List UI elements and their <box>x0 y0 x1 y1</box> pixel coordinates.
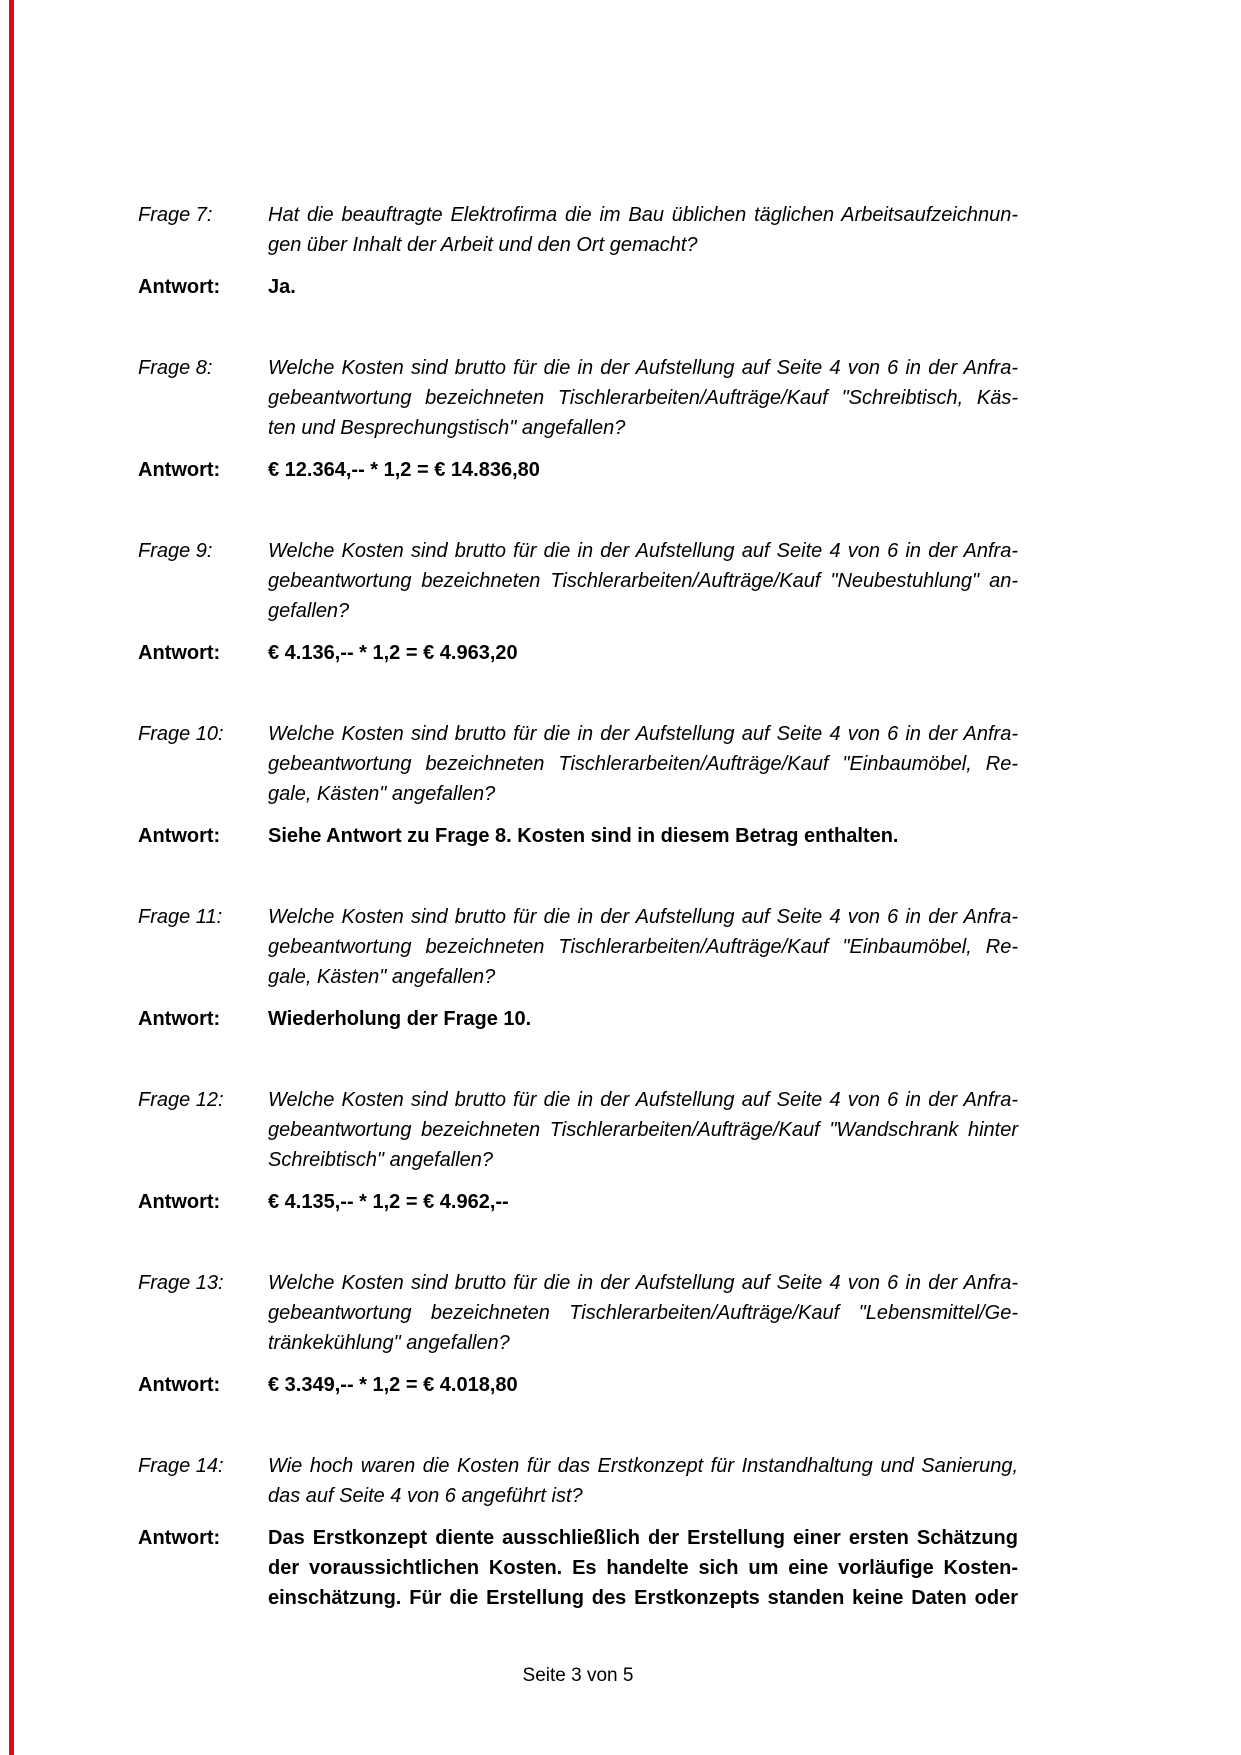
text-line: einschätzung. Für die Erstellung des Erstkonzepts standen keine Daten oder <box>268 1587 1018 1609</box>
text-line: gebeantwortung bezeichneten Tischlerarbeiten/Aufträge/Kauf "Neubestuhlung" an- <box>268 570 1018 592</box>
answer-text <box>268 1004 1018 1034</box>
answer-label: Antwort: <box>138 1374 221 1396</box>
answer-label: Antwort: <box>138 1191 221 1213</box>
qa-block <box>138 536 1241 668</box>
question-label: Frage 14: <box>138 1455 224 1477</box>
answer-text <box>268 1523 1018 1613</box>
question-label: Frage 12: <box>138 1089 224 1111</box>
text-line: gebeantwortung bezeichneten Tischlerarbeiten/Aufträge/Kauf "Wandschrank hinter <box>268 1119 1018 1141</box>
answer-row <box>138 1187 1241 1217</box>
answer-text <box>268 1187 1018 1217</box>
answer-label: Antwort: <box>138 825 221 847</box>
question-text <box>268 1451 1018 1511</box>
text-line: der voraussichtlichen Kosten. Es handelte sich um eine vorläufige Kosten- <box>268 1557 1018 1579</box>
answer-row <box>138 1004 1241 1034</box>
question-label: Frage 10: <box>138 723 224 745</box>
question-row <box>138 902 1241 992</box>
text-line: Schreibtisch" angefallen? <box>268 1149 494 1171</box>
question-text <box>268 536 1018 626</box>
answer-text <box>268 272 1018 302</box>
text-line: Wiederholung der Frage 10. <box>268 1008 532 1030</box>
answer-text <box>268 821 1018 851</box>
qa-block <box>138 1085 1241 1217</box>
qa-block <box>138 902 1241 1034</box>
qa-block <box>138 1451 1241 1613</box>
text-line: gen über Inhalt der Arbeit und den Ort gemacht? <box>268 234 698 256</box>
text-line: gebeantwortung bezeichneten Tischlerarbeiten/Aufträge/Kauf "Schreibtisch, Käs- <box>268 387 1018 409</box>
page-footer-wrap <box>0 1664 1241 1688</box>
question-row <box>138 200 1241 260</box>
answer-row <box>138 638 1241 668</box>
text-line: € 3.349,-- * 1,2 = € 4.018,80 <box>268 1374 518 1396</box>
answer-text <box>268 455 1018 485</box>
text-line: gale, Kästen" angefallen? <box>268 783 496 805</box>
text-line: Welche Kosten sind brutto für die in der Aufstellung auf Seite 4 von 6 in der Anfra- <box>268 906 1018 928</box>
answer-label: Antwort: <box>138 642 221 664</box>
question-text <box>268 1085 1018 1175</box>
question-row <box>138 1268 1241 1358</box>
text-line: Welche Kosten sind brutto für die in der Aufstellung auf Seite 4 von 6 in der Anfra- <box>268 1272 1018 1294</box>
qa-block <box>138 200 1241 302</box>
text-line: Welche Kosten sind brutto für die in der Aufstellung auf Seite 4 von 6 in der Anfra- <box>268 540 1018 562</box>
question-text <box>268 719 1018 809</box>
question-row <box>138 1451 1241 1511</box>
question-text <box>268 200 1018 260</box>
answer-label: Antwort: <box>138 459 221 481</box>
text-line: tränkekühlung" angefallen? <box>268 1332 510 1354</box>
answer-label: Antwort: <box>138 1527 221 1549</box>
text-line: Welche Kosten sind brutto für die in der Aufstellung auf Seite 4 von 6 in der Anfra- <box>268 723 1018 745</box>
text-line: gefallen? <box>268 600 350 622</box>
question-row <box>138 719 1241 809</box>
question-text <box>268 902 1018 992</box>
answer-text <box>268 1370 1018 1400</box>
question-row <box>138 1085 1241 1175</box>
question-label: Frage 9: <box>138 540 213 562</box>
question-text <box>268 353 1018 443</box>
text-line: Welche Kosten sind brutto für die in der Aufstellung auf Seite 4 von 6 in der Anfra- <box>268 357 1018 379</box>
text-line: Ja. <box>268 276 296 298</box>
text-line: gebeantwortung bezeichneten Tischlerarbeiten/Aufträge/Kauf "Einbaumöbel, Re- <box>268 753 1018 775</box>
question-label: Frage 8: <box>138 357 213 379</box>
text-line: Das Erstkonzept diente ausschließlich der Erstellung einer ersten Schätzung <box>268 1527 1018 1549</box>
text-line: gebeantwortung bezeichneten Tischlerarbeiten/Aufträge/Kauf "Einbaumöbel, Re- <box>268 936 1018 958</box>
text-line: Hat die beauftragte Elektrofirma die im Bau üblichen täglichen Arbeitsaufzeichnun- <box>268 204 1018 226</box>
question-label: Frage 11: <box>138 906 223 928</box>
text-line: gebeantwortung bezeichneten Tischlerarbeiten/Aufträge/Kauf "Lebensmittel/Ge- <box>268 1302 1018 1324</box>
question-row <box>138 536 1241 626</box>
question-text <box>268 1268 1018 1358</box>
question-label: Frage 7: <box>138 204 213 226</box>
text-line: ten und Besprechungstisch" angefallen? <box>268 417 626 439</box>
question-label: Frage 13: <box>138 1272 224 1294</box>
text-line: € 4.135,-- * 1,2 = € 4.962,-- <box>268 1191 509 1213</box>
answer-row <box>138 455 1241 485</box>
answer-row <box>138 1370 1241 1400</box>
left-margin-rule <box>9 0 14 1755</box>
question-row <box>138 353 1241 443</box>
qa-block <box>138 1268 1241 1400</box>
answer-label: Antwort: <box>138 276 221 298</box>
answer-label: Antwort: <box>138 1008 221 1030</box>
text-line: Wie hoch waren die Kosten für das Erstkonzept für Instandhaltung und Sanierung, <box>268 1455 1018 1477</box>
text-line: das auf Seite 4 von 6 angeführt ist? <box>268 1485 583 1507</box>
answer-text <box>268 638 1018 668</box>
text-line: Siehe Antwort zu Frage 8. Kosten sind in diesem Betrag enthalten. <box>268 825 899 847</box>
answer-row <box>138 272 1241 302</box>
answer-row <box>138 821 1241 851</box>
text-line: Welche Kosten sind brutto für die in der Aufstellung auf Seite 4 von 6 in der Anfra- <box>268 1089 1018 1111</box>
text-line: € 4.136,-- * 1,2 = € 4.963,20 <box>268 642 518 664</box>
qa-block <box>138 719 1241 851</box>
page-footer: Seite 3 von 5 <box>522 1665 634 1686</box>
answer-row <box>138 1523 1241 1613</box>
qa-block <box>138 353 1241 485</box>
text-line: € 12.364,-- * 1,2 = € 14.836,80 <box>268 459 540 481</box>
text-line: gale, Kästen" angefallen? <box>268 966 496 988</box>
